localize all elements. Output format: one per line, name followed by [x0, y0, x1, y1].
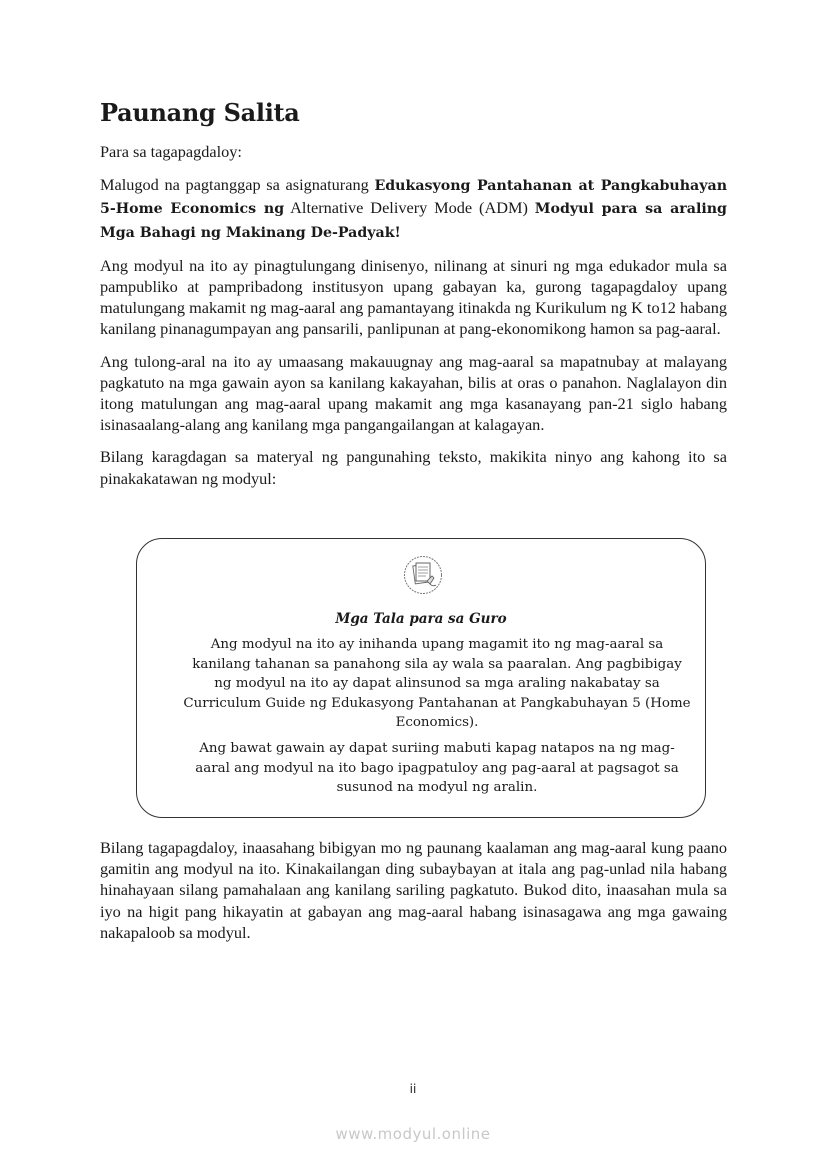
watermark-link[interactable]: www.modyul.online	[335, 1125, 491, 1143]
teacher-notes-content	[182, 635, 692, 804]
intro-bold-module: Modyul para sa araling Mga Bahagi ng Makinang De-Padyak!	[100, 201, 727, 241]
closing-section	[100, 837, 727, 954]
teacher-notes-paragraph-2: Ang bawat gawain ay dapat suriing mabuti kapag natapos na ng mag-aaral ang modyul na ito bago ipagpatuloy ang pag-aaral at pagsagot sa susunod na modyul ng aralin.	[195, 740, 679, 796]
paragraph-2: Ang tulong-aral na ito ay umaasang makauugnay ang mag-aaral sa mapatnubay at malayang pagkatuto na mga gawain ayon sa kanilang kakayahan, bilis at oras o panahon. Naglalayon din itong matulungan ang mag-aaral upang makamit ang mga kasanayang pan-21 siglo habang isinasaalang-alang ang kanilang mga pangangailangan at kalagayan.	[100, 351, 727, 435]
closing-paragraph: Bilang tagapagdaloy, inaasahang bibigyan mo ng paunang kaalaman ang mag-aaral kung paano gamitin ang modyul na ito. Kinakailangan ding subaybayan at itala ang pag-unlad nila habang hinahayaan silang pamahalaan ang kanilang sariling pagkatuto. Bukod dito, inaasahan mula sa iyo na higit pang hikayatin at gabayan ang mag-aaral habang isinasagawa ang mga gawaing nakapaloob sa modyul.	[100, 838, 727, 942]
paragraph-1: Ang modyul na ito ay pinagtulungang dinisenyo, nilinang at sinuri ng mga edukador mula sa pampubliko at pampribadong institusyon upang gabayan ka, gurong tagapagdaloy upang matulungang makamit ng mag-aaral ang pamantayang itinakda ng Kurikulum ng K to12 habang kanilang pinanagumpayan ang pansarili, panlipunan at pang-ekonomikong hamon sa pag-aaral.	[100, 255, 727, 339]
intro-bold-subject: Edukasyong Pantahanan at Pangkabuhayan 5-Home Economics ng	[100, 178, 728, 218]
teacher-notes-title: Mga Tala para sa Guro	[335, 611, 507, 627]
greeting: Para sa tagapagdaloy:	[100, 142, 242, 161]
intro-paragraph	[100, 174, 727, 244]
intro-text-2: Alternative Delivery Mode (ADM)	[284, 198, 535, 218]
teacher-notes-icon	[403, 555, 443, 595]
teacher-notes-box	[136, 538, 706, 818]
paragraph-3: Bilang karagdagan sa materyal ng pangunahing teksto, makikita ninyo ang kahong ito sa pinakakatawan ng modyul:	[100, 447, 727, 488]
document-body	[100, 98, 727, 500]
teacher-notes-paragraph-1: Ang modyul na ito ay inihanda upang magamit ito ng mag-aaral sa kanilang tahanan sa panahong sila ay wala sa paaralan. Ang pagbibigay ng modyul na ito ay dapat alinsunod sa mga araling nakabatay sa Curriculum Guide ng Edukasyong Pantahanan at Pangkabuhayan 5 (Home Economics).	[183, 637, 691, 731]
page-title: Paunang Salita	[100, 98, 300, 127]
intro-text-1: Malugod na pagtanggap sa asignaturang	[100, 175, 375, 195]
page-number: ii	[409, 1082, 417, 1096]
